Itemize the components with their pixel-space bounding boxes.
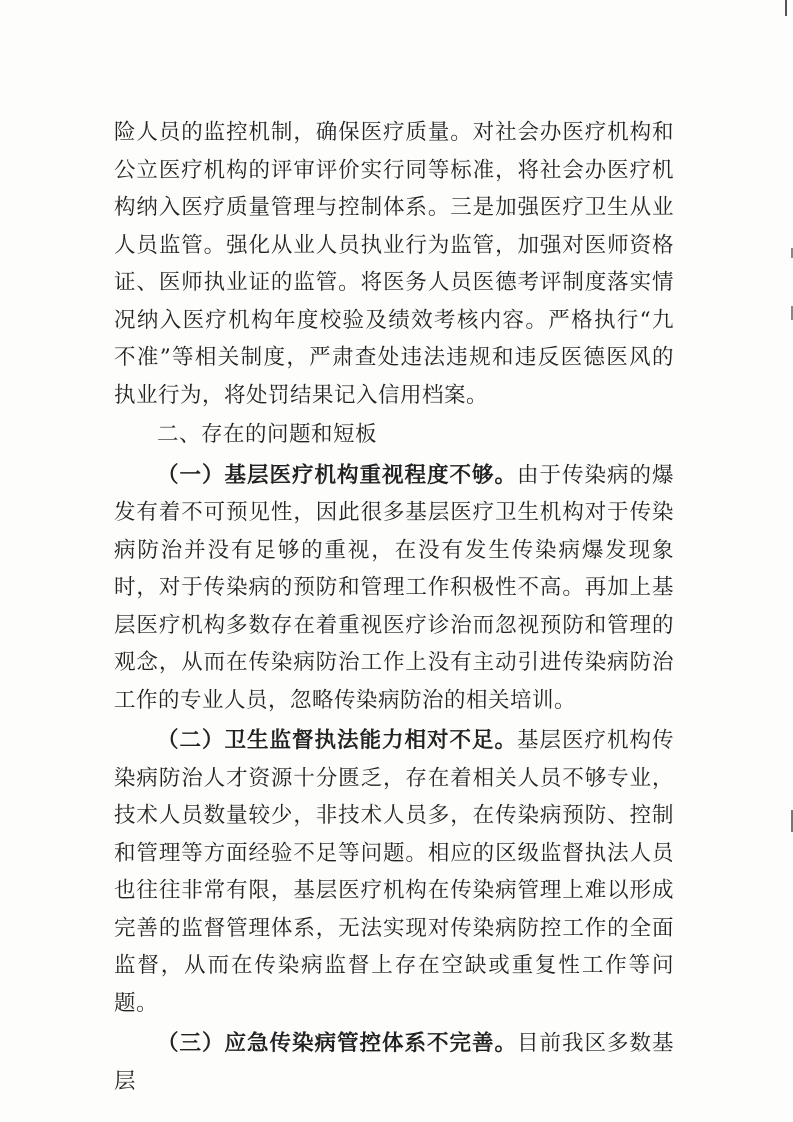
scan-edge-mark (785, 0, 787, 16)
continuation-paragraph: 险人员的监控机制，确保医疗质量。对社会办医疗机构和公立医疗机构的评审评价实行同等标准，将社会办医疗机构纳入医疗质量管理与控制体系。三是加强医疗卫生从业人员监管。强化从业人员执业行为监管，加强对医师资格证、医师执业证的监管。将医务人员医德考评制度落实情况纳入医疗机构年度校验及绩效考核内容。严格执行“九不准”等相关制度，严肃查处违法违规和违反医德医风的执业行为，将处罚结果记入信用档案。 (114, 120, 674, 408)
document-body (114, 114, 674, 1100)
subsection-lead: （一）基层医疗机构重视程度不够。 (157, 462, 517, 488)
subsection-lead: （三）应急传染病管控体系不完善。 (157, 1031, 517, 1056)
subsection-paragraph (114, 722, 674, 1022)
subsection-lead: （二）卫生监督执法能力相对不足。 (157, 728, 517, 753)
subsection-body: 由于传染病的爆发有着不可预见性，因此很多基层医疗卫生机构对于传染病防治并没有足够的重视，在没有发生传染病爆发现象时，对于传染病的预防和管理工作积极性不高。再加上基层医疗机构多数存在着重视医疗诊治而忽视预防和管理的观念，从而在传染病防治工作上没有主动引进传染病防治工作的专业人员，忽略传染病防治的相关培训。 (114, 462, 674, 713)
subsection-paragraph (114, 457, 674, 720)
subsection-body: 基层医疗机构传染病防治人才资源十分匮乏，存在着相关人员不够专业，技术人员数量较少，非技术人员多，在传染病预防、控制和管理等方面经验不足等问题。相应的区级监督执法人员也往往非常有限，基层医疗机构在传染病管理上难以形成完善的监督管理体系，无法实现对传染病防控工作的全面监督，从而在传染病监督上存在空缺或重复性工作等问题。 (114, 728, 674, 1016)
subsection-body: 目前我区多数基层 (114, 1031, 674, 1094)
subsection-paragraph (114, 1025, 674, 1100)
section-heading: 二、存在的问题和短板 (157, 422, 378, 447)
